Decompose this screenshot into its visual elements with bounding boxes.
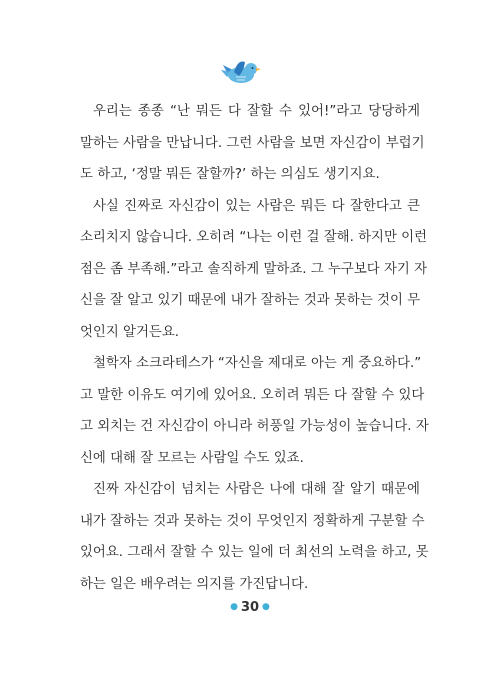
- dot-ornament-right: ●: [262, 602, 270, 612]
- text-line: 있어요. 그래서 잘할 수 있는 일에 더 최선의 노력을 하고, 못: [80, 545, 429, 560]
- dot-ornament-left: ●: [230, 602, 238, 612]
- text-line: 고 말한 이유도 여기에 있어요. 오히려 뭐든 다 잘할 수 있다: [80, 387, 425, 403]
- page-number-value: 30: [240, 600, 260, 615]
- paragraph-4: [80, 474, 429, 600]
- text-line: 말하는 사람을 만납니다. 그런 사람을 보면 자신감이 부럽기: [80, 135, 425, 151]
- blue-bird-icon: [217, 56, 263, 88]
- text-line: 신을 잘 알고 있기 때문에 내가 잘하는 것과 못하는 것이 무: [80, 293, 421, 308]
- text-line: 사실 진짜로 자신감이 있는 사람은 뭐든 다 잘한다고 큰: [93, 198, 420, 214]
- text-line: 도 하고, ‘정말 뭐든 잘할까?’ 하는 의심도 생기지요.: [80, 167, 380, 182]
- text-line: 고 외치는 건 자신감이 아니라 허풍일 가능성이 높습니다. 자: [80, 419, 429, 434]
- paragraph-2: [80, 191, 428, 349]
- text-line: 진짜 자신감이 넘치는 사람은 나에 대해 잘 알기 때문에: [93, 482, 420, 497]
- text-line: 우리는 종종 “난 뭐든 다 잘할 수 있어!”라고 당당하게: [93, 104, 420, 119]
- text-line: 소리치지 않습니다. 오히려 “나는 이런 걸 잘해. 하지만 이런: [80, 230, 428, 245]
- text-line: 하는 일은 배우려는 의지를 가진답니다.: [80, 576, 309, 592]
- body-text: [80, 96, 429, 600]
- text-line: 엇인지 알거든요.: [80, 324, 180, 340]
- text-line: 점은 좀 부족해.”라고 솔직하게 말하죠. 그 누구보다 자기 자: [80, 261, 428, 277]
- text-line: 철학자 소크라테스가 “자신을 제대로 아는 게 중요하다.”: [93, 356, 422, 371]
- paragraph-1: [80, 96, 425, 191]
- text-line: 내가 잘하는 것과 못하는 것이 무엇인지 정확하게 구분할 수: [80, 513, 425, 529]
- page-number: [0, 600, 500, 615]
- text-line: 신에 대해 잘 모르는 사람일 수도 있죠.: [80, 450, 304, 466]
- paragraph-3: [80, 348, 429, 474]
